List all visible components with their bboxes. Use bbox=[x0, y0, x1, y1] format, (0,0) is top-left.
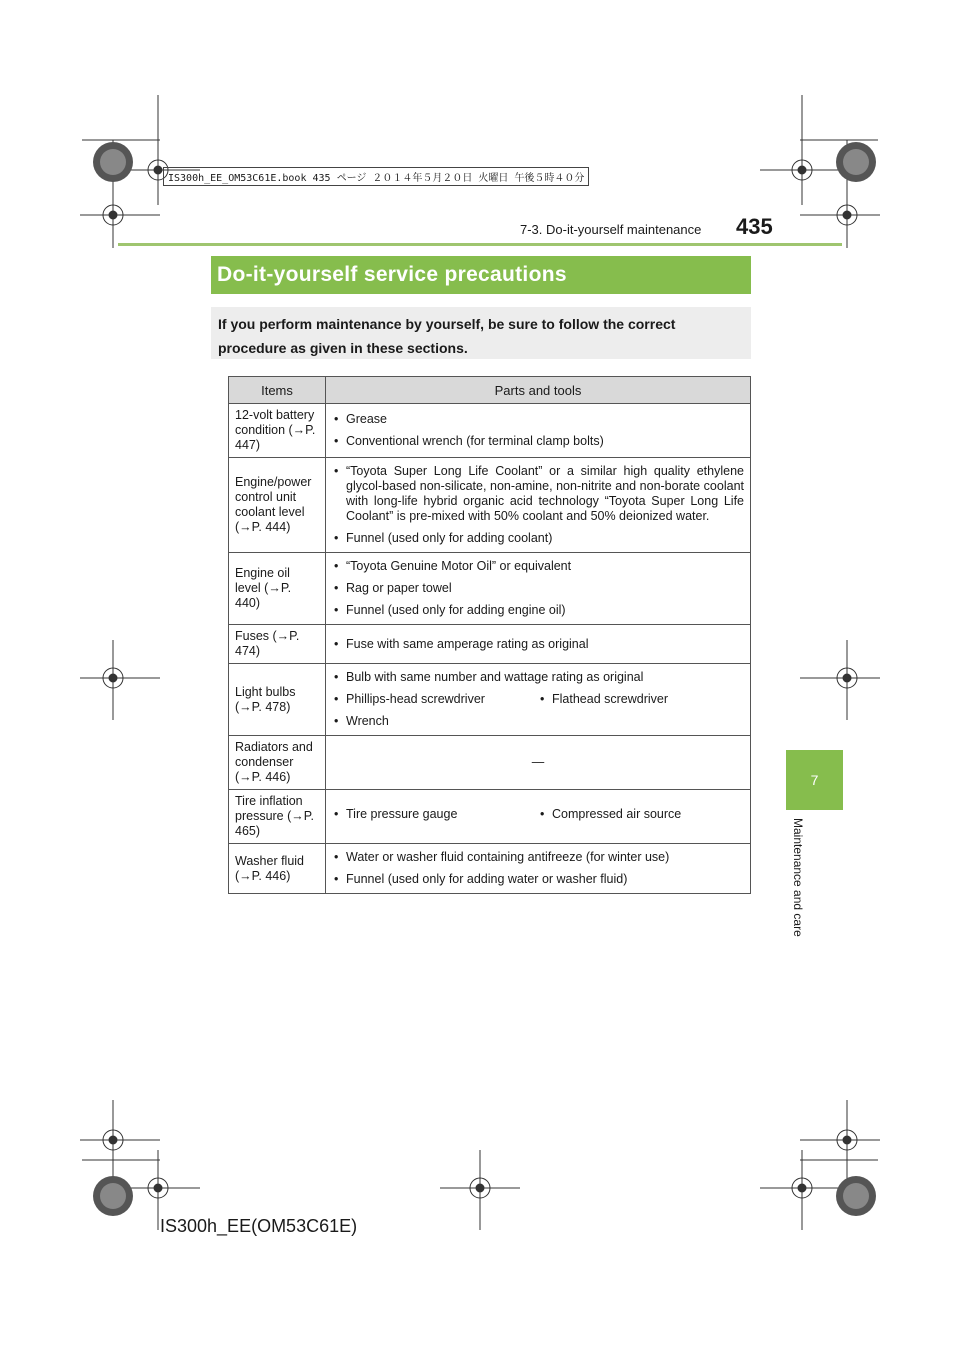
item-cell: Washer fluid (→P. 446) bbox=[229, 844, 326, 894]
table-row bbox=[229, 736, 751, 790]
footer-code: IS300h_EE(OM53C61E) bbox=[160, 1216, 358, 1236]
tool-item: • Conventional wrench (for terminal clamp bolts) bbox=[332, 434, 744, 449]
tool-item: • Bulb with same number and wattage rating as original bbox=[332, 670, 744, 685]
table-row bbox=[229, 625, 751, 664]
column-header-items: Items bbox=[229, 377, 326, 404]
table-row bbox=[229, 844, 751, 894]
intro-box: If you perform maintenance by yourself, be sure to follow the correct procedure as given in these sections. bbox=[211, 307, 751, 359]
tool-item: • Fuse with same amperage rating as original bbox=[332, 637, 744, 652]
tool-item: • Funnel (used only for adding engine oil) bbox=[332, 603, 744, 618]
tool-item: • Water or washer fluid containing antifreeze (for winter use) bbox=[332, 850, 744, 865]
print-info-strip: IS300h_EE_OM53C61E.book 435 ページ ２０１４年５月２０日 火曜日 午後５時４０分 bbox=[163, 167, 589, 186]
page-title: Do-it-yourself service precautions bbox=[211, 256, 751, 294]
item-cell: Engine/power control unit coolant level (→P. 444) bbox=[229, 458, 326, 553]
tool-item: • “Toyota Super Long Life Coolant” or a similar high quality ethylene glycol-based non-silicate, non-amine, non-nitrite and non-borate coolant with long-life hybrid organic acid technology “Toyota Super Long Life Coolant” is pre-mixed with 50% coolant and 50% deionized water. bbox=[332, 464, 744, 524]
column-header-parts: Parts and tools bbox=[326, 377, 751, 404]
page-number: 435 bbox=[736, 214, 773, 239]
item-cell: Engine oil level (→P. 440) bbox=[229, 553, 326, 625]
no-tools-dash: — bbox=[326, 736, 751, 790]
tool-item: • Wrench bbox=[332, 714, 744, 729]
tool-item: • “Toyota Genuine Motor Oil” or equivalent bbox=[332, 559, 744, 574]
section-header: 7-3. Do-it-yourself maintenance bbox=[520, 222, 702, 237]
table-row bbox=[229, 553, 751, 625]
chapter-tab[interactable]: 7 bbox=[786, 750, 843, 810]
item-cell: Radiators and condenser (→P. 446) bbox=[229, 736, 326, 790]
table-row bbox=[229, 664, 751, 736]
tool-item: • Tire pressure gauge bbox=[332, 807, 538, 822]
item-cell: Light bulbs (→P. 478) bbox=[229, 664, 326, 736]
tool-item: • Flathead screwdriver bbox=[538, 692, 744, 707]
tool-item: • Funnel (used only for adding coolant) bbox=[332, 531, 744, 546]
table-row bbox=[229, 790, 751, 844]
tool-item: • Phillips-head screwdriver bbox=[332, 692, 538, 707]
table-row bbox=[229, 458, 751, 553]
tool-item: • Rag or paper towel bbox=[332, 581, 744, 596]
header-rule bbox=[118, 243, 842, 246]
parts-tools-table bbox=[228, 376, 751, 894]
item-cell: Tire inflation pressure (→P. 465) bbox=[229, 790, 326, 844]
tool-item: • Grease bbox=[332, 412, 744, 427]
item-cell: Fuses (→P. 474) bbox=[229, 625, 326, 664]
chapter-label: Maintenance and care bbox=[791, 818, 805, 937]
table-row bbox=[229, 404, 751, 458]
tool-item: • Compressed air source bbox=[538, 807, 744, 822]
tool-item: • Funnel (used only for adding water or washer fluid) bbox=[332, 872, 744, 887]
item-cell: 12-volt battery condition (→P. 447) bbox=[229, 404, 326, 458]
